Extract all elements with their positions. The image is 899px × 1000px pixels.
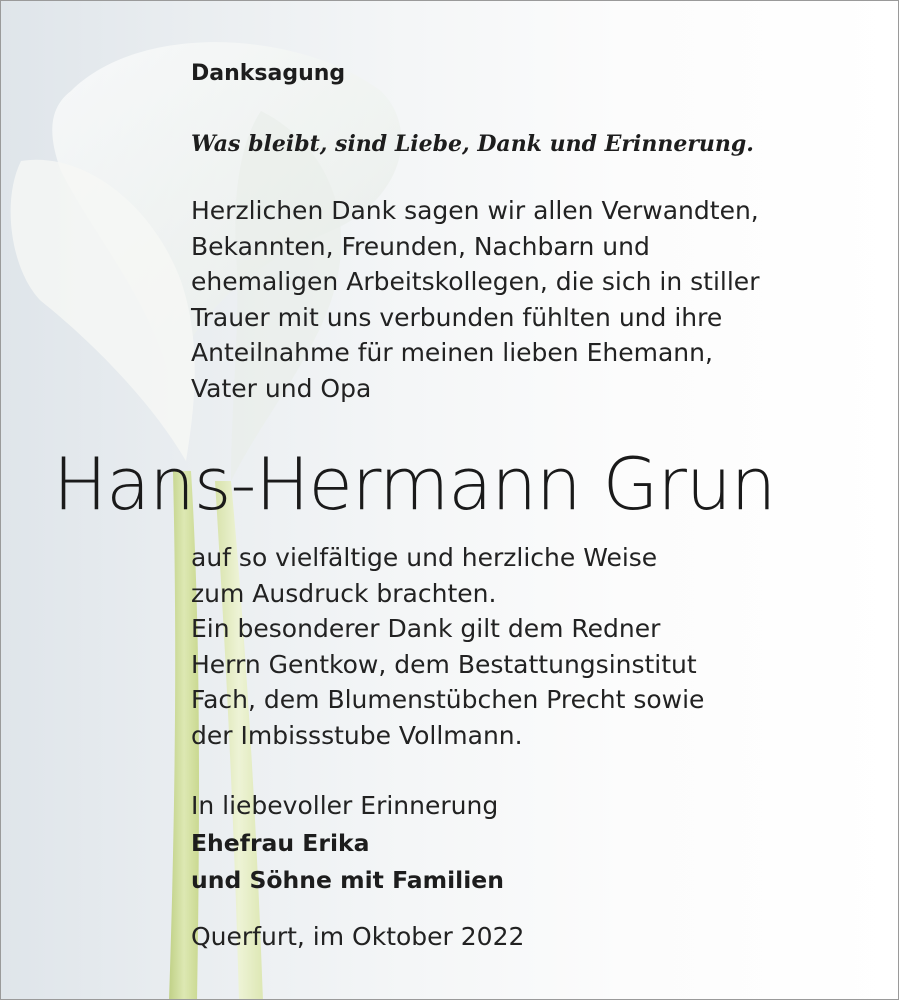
text-line: Fach, dem Blumenstübchen Precht sowie (191, 685, 705, 714)
text-line: Ein besonderer Dank gilt dem Redner (191, 614, 661, 643)
signer-family: und Söhne mit Familien (191, 866, 504, 894)
text-line: ehemaligen Arbeitskollegen, die sich in stiller (191, 267, 760, 296)
closing-line: In liebevoller Erinnerung (191, 791, 499, 820)
notice-motto: Was bleibt, sind Liebe, Dank und Erinnerung. (191, 131, 754, 157)
special-thanks-paragraph (191, 611, 704, 753)
expression-paragraph (191, 540, 657, 611)
text-line: Trauer mit uns verbunden fühlten und ihre (191, 302, 723, 332)
text-line: Anteilnahme für meinen lieben Ehemann, (191, 338, 713, 367)
text-line: auf so vielfältige und herzliche Weise (191, 543, 658, 572)
place-date: Querfurt, im Oktober 2022 (191, 922, 525, 951)
text-line: zum Ausdruck brachten. (191, 578, 497, 608)
thanks-paragraph (191, 193, 759, 406)
text-line: der Imbissstube Vollmann. (191, 720, 523, 750)
text-line: Bekannten, Freunden, Nachbarn und (191, 231, 650, 261)
text-line: Herzlichen Dank sagen wir allen Verwandten, (191, 196, 759, 225)
text-line: Vater und Opa (191, 373, 372, 403)
notice-heading: Danksagung (191, 61, 346, 86)
deceased-name: Hans-Hermann Grun (53, 442, 776, 526)
signer-spouse: Ehefrau Erika (191, 829, 370, 857)
text-line: Herrn Gentkow, dem Bestattungsinstitut (191, 649, 697, 679)
